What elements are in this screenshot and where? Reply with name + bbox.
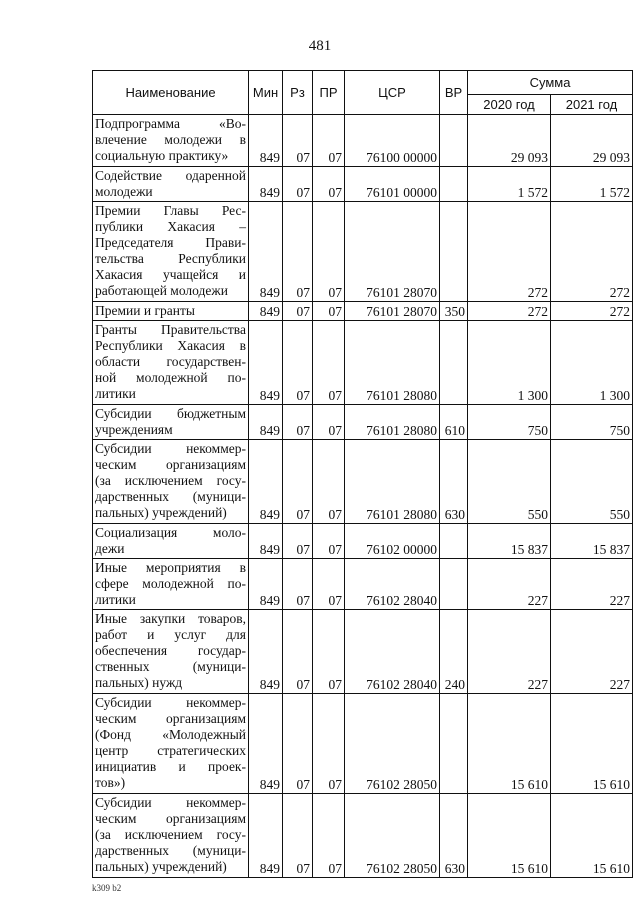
cell-vr: 350 (440, 302, 468, 321)
cell-rz: 07 (283, 115, 313, 167)
row-name-line: пальных) нужд (95, 675, 183, 690)
cell-pr: 07 (313, 405, 345, 440)
row-name (93, 405, 249, 440)
cell-sum-2020: 15 610 (468, 794, 551, 878)
row-name-line: ческим организациям (95, 457, 246, 472)
cell-sum-2020: 1 300 (468, 321, 551, 405)
row-name-line: ственных (муници- (95, 659, 246, 674)
header-rz: Рз (283, 71, 313, 115)
row-name-line: Премии и гранты (95, 303, 195, 318)
row-name (93, 202, 249, 302)
footer-code: k309 b2 (92, 883, 122, 893)
cell-sum-2021: 227 (551, 559, 633, 610)
cell-min: 849 (249, 302, 283, 321)
cell-sum-2020: 29 093 (468, 115, 551, 167)
row-name-line: социальную практику» (95, 148, 229, 163)
cell-sum-2021: 15 837 (551, 524, 633, 559)
cell-sum-2020: 1 572 (468, 167, 551, 202)
cell-rz: 07 (283, 405, 313, 440)
cell-min: 849 (249, 167, 283, 202)
cell-rz: 07 (283, 321, 313, 405)
table-row (93, 794, 633, 878)
cell-sum-2021: 15 610 (551, 794, 633, 878)
row-name-line: (за исключением госу- (95, 473, 246, 488)
cell-pr: 07 (313, 115, 345, 167)
cell-csr: 76101 28080 (345, 321, 440, 405)
header-vr: ВР (440, 71, 468, 115)
cell-sum-2020: 272 (468, 202, 551, 302)
row-name-line: дарственных (муници- (95, 843, 246, 858)
cell-min: 849 (249, 559, 283, 610)
cell-sum-2021: 750 (551, 405, 633, 440)
header-name: Наименование (93, 71, 249, 115)
cell-sum-2021: 272 (551, 202, 633, 302)
row-name-line: влечение молодежи в (95, 132, 246, 147)
row-name-line: Содействие одаренной (95, 168, 246, 183)
cell-vr (440, 202, 468, 302)
row-name-line: ной молодежной по- (95, 370, 246, 385)
page-number: 481 (308, 38, 332, 54)
row-name (93, 524, 249, 559)
row-name-line: тельства Республики (95, 251, 246, 266)
cell-vr (440, 321, 468, 405)
cell-csr: 76102 28050 (345, 794, 440, 878)
cell-vr: 630 (440, 440, 468, 524)
table-row (93, 302, 633, 321)
row-name (93, 694, 249, 794)
table-row (93, 405, 633, 440)
row-name-line: Гранты Правительства (95, 322, 246, 337)
cell-rz: 07 (283, 167, 313, 202)
cell-sum-2021: 1 572 (551, 167, 633, 202)
row-name-line: Субсидии некоммер- (95, 795, 246, 810)
row-name-line: пальных) учреждений) (95, 859, 227, 874)
cell-pr: 07 (313, 610, 345, 694)
cell-sum-2020: 15 837 (468, 524, 551, 559)
table-row (93, 115, 633, 167)
cell-sum-2021: 227 (551, 610, 633, 694)
row-name-line: Подпрограмма «Во- (95, 116, 246, 131)
row-name-line: Иные закупки товаров, (95, 611, 246, 626)
cell-pr: 07 (313, 321, 345, 405)
cell-sum-2020: 227 (468, 559, 551, 610)
row-name-line: ческим организациям (95, 811, 246, 826)
cell-rz: 07 (283, 794, 313, 878)
row-name-line: работ и услуг для (95, 627, 246, 642)
table-row (93, 559, 633, 610)
cell-pr: 07 (313, 694, 345, 794)
cell-sum-2021: 29 093 (551, 115, 633, 167)
cell-sum-2020: 15 610 (468, 694, 551, 794)
cell-sum-2020: 272 (468, 302, 551, 321)
header-year-2021: 2021 год (551, 95, 633, 115)
cell-csr: 76102 00000 (345, 524, 440, 559)
cell-pr: 07 (313, 167, 345, 202)
cell-csr: 76102 28050 (345, 694, 440, 794)
row-name-line: дежи (95, 541, 125, 556)
cell-pr: 07 (313, 302, 345, 321)
cell-min: 849 (249, 524, 283, 559)
table-row (93, 524, 633, 559)
row-name (93, 167, 249, 202)
cell-sum-2020: 750 (468, 405, 551, 440)
cell-sum-2021: 272 (551, 302, 633, 321)
cell-rz: 07 (283, 559, 313, 610)
header-sum: Сумма (468, 71, 633, 95)
cell-rz: 07 (283, 302, 313, 321)
row-name (93, 440, 249, 524)
cell-sum-2021: 15 610 (551, 694, 633, 794)
cell-rz: 07 (283, 694, 313, 794)
cell-sum-2020: 227 (468, 610, 551, 694)
cell-vr (440, 167, 468, 202)
row-name-line: тов») (95, 775, 126, 790)
row-name-line: ческим организациям (95, 711, 246, 726)
row-name (93, 302, 249, 321)
row-name-line: обеспечения государ- (95, 643, 246, 658)
cell-sum-2020: 550 (468, 440, 551, 524)
cell-rz: 07 (283, 610, 313, 694)
row-name-line: центр стратегических (95, 743, 246, 758)
row-name (93, 794, 249, 878)
cell-rz: 07 (283, 440, 313, 524)
row-name-line: Премии Главы Рес- (95, 203, 246, 218)
row-name-line: области государствен- (95, 354, 246, 369)
cell-vr: 240 (440, 610, 468, 694)
table-row (93, 202, 633, 302)
cell-rz: 07 (283, 524, 313, 559)
cell-csr: 76102 28040 (345, 559, 440, 610)
row-name (93, 610, 249, 694)
table-body (93, 115, 633, 878)
cell-pr: 07 (313, 524, 345, 559)
row-name-line: (Фонд «Молодежный (95, 727, 246, 742)
row-name-line: инициатив и проек- (95, 759, 246, 774)
cell-min: 849 (249, 610, 283, 694)
header-csr: ЦСР (345, 71, 440, 115)
cell-csr: 76100 00000 (345, 115, 440, 167)
row-name-line: дарственных (муници- (95, 489, 246, 504)
table-row (93, 610, 633, 694)
cell-min: 849 (249, 202, 283, 302)
budget-table (92, 70, 633, 878)
row-name-line: Субсидии некоммер- (95, 695, 246, 710)
table-row (93, 321, 633, 405)
cell-csr: 76101 28080 (345, 405, 440, 440)
cell-vr (440, 559, 468, 610)
cell-min: 849 (249, 321, 283, 405)
row-name-line: работающей молодежи (95, 283, 228, 298)
cell-sum-2021: 1 300 (551, 321, 633, 405)
row-name-line: Субсидии некоммер- (95, 441, 246, 456)
row-name-line: Республики Хакасия в (95, 338, 246, 353)
cell-csr: 76101 00000 (345, 167, 440, 202)
row-name (93, 115, 249, 167)
row-name-line: литики (95, 386, 136, 401)
row-name-line: сфере молодежной по- (95, 576, 246, 591)
cell-vr (440, 115, 468, 167)
cell-csr: 76101 28070 (345, 302, 440, 321)
row-name-line: публики Хакасия – (95, 219, 246, 234)
cell-vr (440, 694, 468, 794)
cell-csr: 76101 28080 (345, 440, 440, 524)
cell-pr: 07 (313, 202, 345, 302)
cell-min: 849 (249, 115, 283, 167)
cell-pr: 07 (313, 559, 345, 610)
row-name-line: Председателя Прави- (95, 235, 246, 250)
cell-pr: 07 (313, 794, 345, 878)
table-row (93, 167, 633, 202)
row-name (93, 559, 249, 610)
cell-vr (440, 524, 468, 559)
cell-min: 849 (249, 405, 283, 440)
header-year-2020: 2020 год (468, 95, 551, 115)
table-row (93, 694, 633, 794)
row-name-line: Субсидии бюджетным (95, 406, 246, 421)
header-min: Мин (249, 71, 283, 115)
row-name-line: учреждениям (95, 422, 173, 437)
cell-pr: 07 (313, 440, 345, 524)
row-name-line: (за исключением госу- (95, 827, 246, 842)
row-name-line: Иные мероприятия в (95, 560, 246, 575)
table-row (93, 440, 633, 524)
row-name-line: литики (95, 592, 136, 607)
row-name-line: пальных) учреждений) (95, 505, 227, 520)
header-pr: ПР (313, 71, 345, 115)
row-name (93, 321, 249, 405)
cell-min: 849 (249, 794, 283, 878)
row-name-line: Хакасия учащейся и (95, 267, 246, 282)
cell-csr: 76101 28070 (345, 202, 440, 302)
cell-vr: 630 (440, 794, 468, 878)
row-name-line: молодежи (95, 184, 153, 199)
row-name-line: Социализация моло- (95, 525, 246, 540)
cell-vr: 610 (440, 405, 468, 440)
cell-rz: 07 (283, 202, 313, 302)
cell-min: 849 (249, 440, 283, 524)
cell-sum-2021: 550 (551, 440, 633, 524)
cell-csr: 76102 28040 (345, 610, 440, 694)
cell-min: 849 (249, 694, 283, 794)
